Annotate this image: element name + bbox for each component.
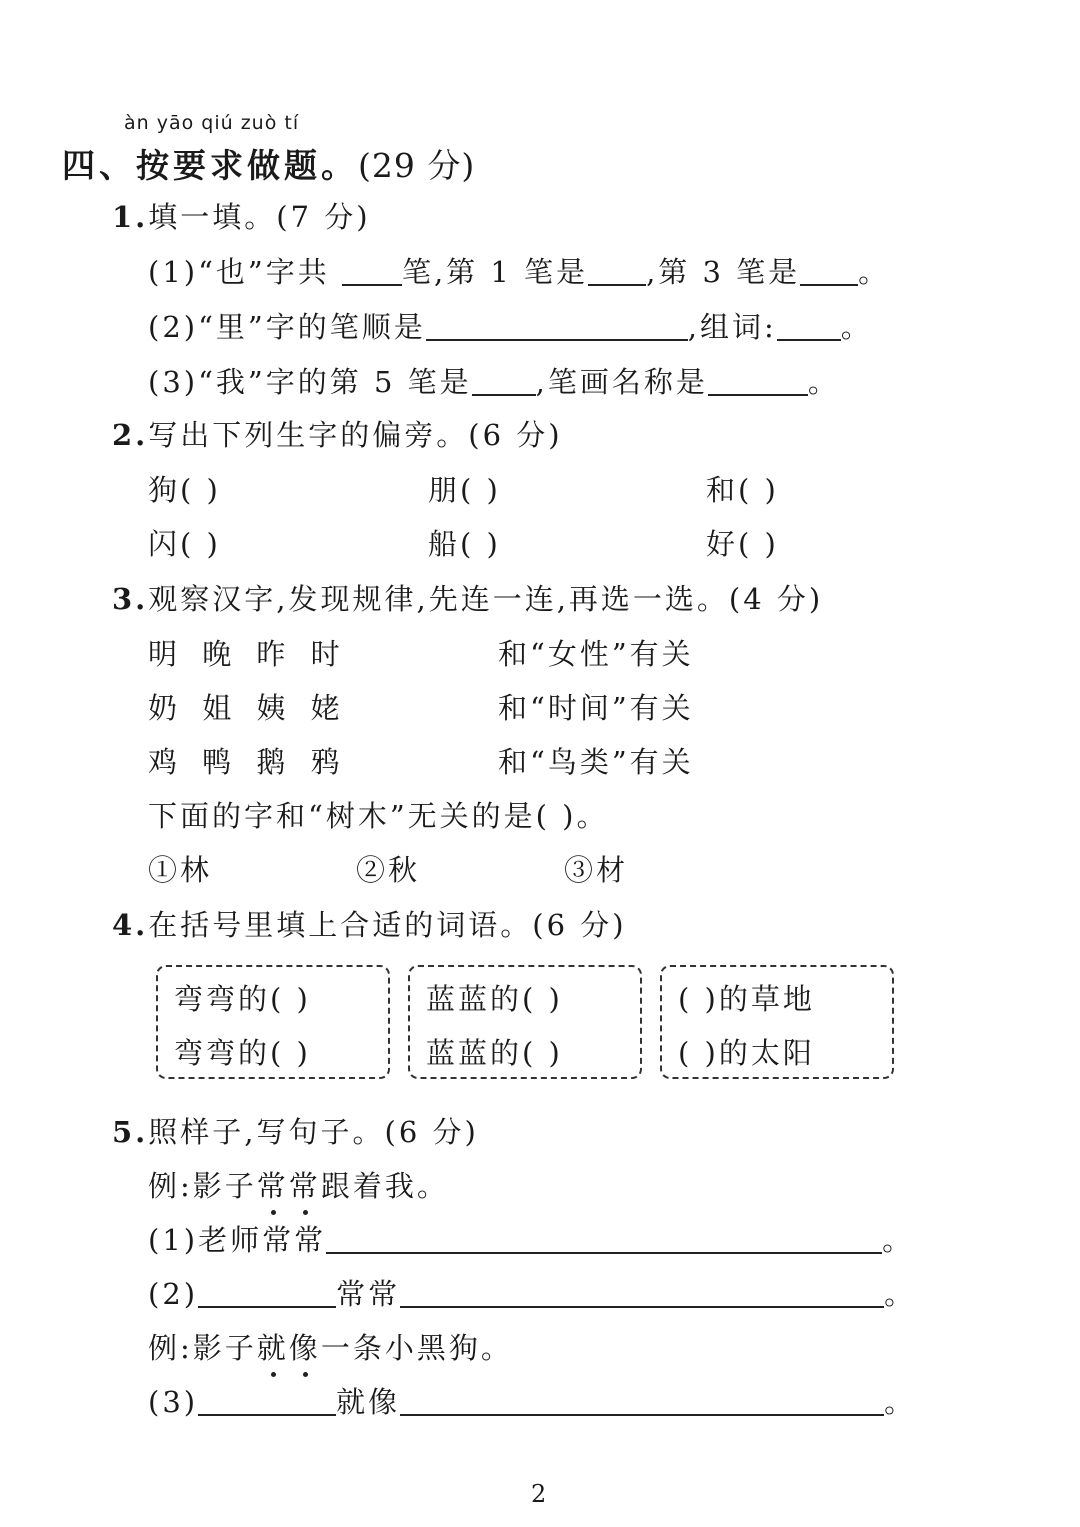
q4-title: 在括号里填上合适的词语。(6 分) xyxy=(148,908,627,942)
q5-s3-prefix: (3) xyxy=(148,1385,199,1419)
q2-item[interactable]: 船( ) xyxy=(428,527,501,561)
q5-ex1-suffix: 跟着我。 xyxy=(320,1169,449,1203)
q1-number: 1. xyxy=(112,200,149,234)
section-title-text: 四、按要求做题。 xyxy=(62,146,358,185)
q3-left-group[interactable]: 奶 姐 姨 姥 xyxy=(148,691,348,725)
q5-example1 xyxy=(148,1164,449,1205)
q3-right-category[interactable]: 和“女性”有关 xyxy=(498,637,694,671)
q5-number: 5. xyxy=(112,1115,149,1149)
q5-sentence1 xyxy=(148,1218,914,1259)
q5-s3-blank-rest[interactable] xyxy=(400,1384,884,1416)
q5-sentence2 xyxy=(148,1272,916,1313)
section-pinyin: àn yāo qiú zuò tí xyxy=(124,112,300,134)
q3-right-category[interactable]: 和“时间”有关 xyxy=(498,691,694,725)
section-score: (29 分) xyxy=(358,146,476,185)
q1-l2-text-c: 。 xyxy=(840,310,873,344)
q5-s2-blank-rest[interactable] xyxy=(400,1276,884,1308)
q4-box3-row[interactable]: ( )的草地 xyxy=(678,982,815,1016)
q4-box2-row[interactable]: 蓝蓝的( ) xyxy=(426,1036,563,1070)
q1-l1-blank-first-stroke[interactable] xyxy=(588,254,646,286)
q1-title: 填一填。(7 分) xyxy=(148,200,371,234)
q5-sentence3 xyxy=(148,1380,916,1421)
q4-box3-row[interactable]: ( )的太阳 xyxy=(678,1036,815,1070)
page-number: 2 xyxy=(531,1480,547,1508)
q5-heading xyxy=(112,1110,479,1151)
q1-l1-blank-strokes[interactable] xyxy=(342,254,402,286)
q2-number: 2. xyxy=(112,418,149,452)
q5-ex2-prefix: 例:影子 xyxy=(148,1331,257,1365)
q1-l3-blank-name[interactable] xyxy=(708,364,808,396)
q3-option[interactable]: ③材 xyxy=(564,853,629,887)
q4-box2-row[interactable]: 蓝蓝的( ) xyxy=(426,982,563,1016)
q1-l2-blank-word[interactable] xyxy=(777,309,841,341)
q1-l2-blank-order[interactable] xyxy=(426,309,688,341)
q5-s3-end: 。 xyxy=(884,1385,917,1419)
q5-ex1-emph-char: 常 xyxy=(289,1164,321,1205)
q4-heading xyxy=(112,903,627,944)
q3-number: 3. xyxy=(112,582,149,616)
q3-option[interactable]: ②秋 xyxy=(356,853,421,887)
q1-heading xyxy=(112,195,371,236)
q2-heading xyxy=(112,413,563,454)
q5-s2-end: 。 xyxy=(884,1277,917,1311)
q1-l3-text-a: (3)“我”字的第 5 笔是 xyxy=(148,365,472,399)
q5-ex2-emph-char: 像 xyxy=(289,1326,321,1367)
q2-item[interactable]: 闪( ) xyxy=(148,527,221,561)
q5-example2 xyxy=(148,1326,513,1367)
q5-s3-blank-subject[interactable] xyxy=(198,1384,336,1416)
q4-box1-row[interactable]: 弯弯的( ) xyxy=(174,982,311,1016)
q4-box-noun xyxy=(660,965,894,1079)
q2-item[interactable]: 好( ) xyxy=(706,527,779,561)
q4-box1-row[interactable]: 弯弯的( ) xyxy=(174,1036,311,1070)
q3-left-group[interactable]: 鸡 鸭 鹅 鸦 xyxy=(148,745,348,779)
q3-right-category[interactable]: 和“鸟类”有关 xyxy=(498,745,694,779)
q1-l2-text-b: ,组词: xyxy=(687,310,777,344)
q5-ex2-emph-char: 就 xyxy=(257,1326,289,1367)
q2-item[interactable]: 和( ) xyxy=(706,473,779,507)
q1-l2-text-a: (2)“里”字的笔顺是 xyxy=(148,310,426,344)
q1-l1-text-a: (1)“也”字共 xyxy=(148,255,330,289)
section-title xyxy=(62,140,475,187)
q3-title: 观察汉字,发现规律,先连一连,再选一选。(4 分) xyxy=(148,582,824,616)
q1-l3-text-c: 。 xyxy=(807,365,840,399)
q1-line3 xyxy=(148,360,840,401)
q4-number: 4. xyxy=(112,908,149,942)
q5-s2-blank-subject[interactable] xyxy=(198,1276,336,1308)
q1-l1-text-d: 。 xyxy=(858,255,891,289)
q2-item[interactable]: 狗( ) xyxy=(148,473,221,507)
q5-s2-mid: 常常 xyxy=(336,1277,401,1311)
q5-s2-prefix: (2) xyxy=(148,1277,199,1311)
q3-heading xyxy=(112,577,823,618)
q5-ex1-prefix: 例:影子 xyxy=(148,1169,257,1203)
q5-s1-blank[interactable] xyxy=(326,1222,882,1254)
q2-item[interactable]: 朋( ) xyxy=(428,473,501,507)
q5-ex2-suffix: 一条小黑狗。 xyxy=(320,1331,513,1365)
q5-s1-prefix: (1)老师常常 xyxy=(148,1223,327,1257)
q5-title: 照样子,写句子。(6 分) xyxy=(148,1115,479,1149)
q1-l3-blank-stroke[interactable] xyxy=(472,364,536,396)
q5-ex1-emph-char: 常 xyxy=(257,1164,289,1205)
q1-l1-blank-third-stroke[interactable] xyxy=(800,254,858,286)
q5-s3-mid: 就像 xyxy=(336,1385,401,1419)
q1-l3-text-b: ,笔画名称是 xyxy=(535,365,708,399)
q1-l1-text-c: ,第 3 笔是 xyxy=(646,255,801,289)
q3-option[interactable]: ①林 xyxy=(148,853,213,887)
q5-s1-end: 。 xyxy=(882,1223,915,1257)
q3-choice-question[interactable]: 下面的字和“树木”无关的是( )。 xyxy=(148,799,609,833)
q4-box-lanlan xyxy=(408,965,642,1079)
q1-l1-text-b: 笔,第 1 笔是 xyxy=(401,255,589,289)
q1-line2 xyxy=(148,305,873,346)
q3-left-group[interactable]: 明 晚 昨 时 xyxy=(148,637,348,671)
q4-box-wanwan xyxy=(156,965,390,1079)
q2-title: 写出下列生字的偏旁。(6 分) xyxy=(148,418,563,452)
q1-line1 xyxy=(148,250,890,291)
